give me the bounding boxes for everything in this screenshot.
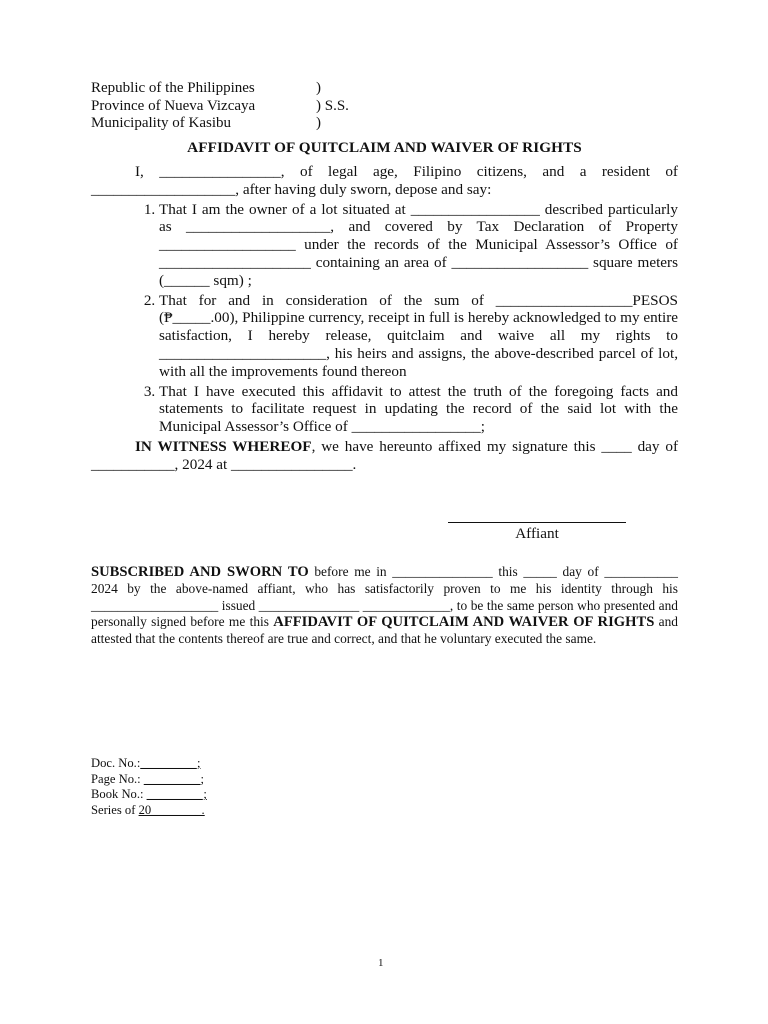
jurat-lead: SUBSCRIBED AND SWORN TO — [91, 564, 309, 580]
witness-text: , we have hereunto affixed my signature this ____ day of ___________, 2024 at ________________. — [91, 437, 679, 473]
notary-value: _________; — [143, 771, 204, 786]
venue-block — [91, 80, 349, 133]
venue-country: Republic of the Philippines — [91, 80, 255, 96]
notary-row — [91, 803, 207, 819]
notary-row — [91, 787, 207, 803]
notary-value: _________; — [140, 756, 201, 770]
statement-item: 3. That I have executed this affidavit to attest the truth of the foregoing facts and statements to facilitate request in updating the record of the said lot with the Municipal Assessor’s Office of _________________; — [159, 383, 678, 436]
venue-mark: ) — [316, 80, 321, 96]
jurat-text: before me in _______________ this _____ day of ___________ 2024 by the above-named affiant, who has satisfactorily proven to me his identity through his ___________________ issued _______________ _____________, to be the same person who presented and personally signed before me this — [91, 564, 678, 630]
venue-province: Province of Nueva Vizcaya — [91, 97, 256, 114]
venue-mark: ) S.S. — [316, 97, 349, 114]
signature-line — [448, 522, 626, 523]
notarial-register — [91, 756, 207, 818]
statement-list — [91, 201, 678, 436]
venue-row — [91, 115, 349, 133]
notary-label: Book No.: — [91, 787, 147, 801]
jurat-text-end: and attested that the contents thereof are true and correct, and that he voluntary executed the same. — [91, 614, 678, 647]
notary-label: Page No.: — [91, 771, 144, 786]
notary-value: _________; — [146, 787, 207, 801]
witness-paragraph — [91, 438, 678, 474]
venue-row — [91, 80, 349, 98]
jurat-doc-title: AFFIDAVIT OF QUITCLAIM AND WAIVER OF RIGHTS — [273, 614, 655, 631]
affidavit-body — [91, 163, 678, 474]
witness-lead: IN WITNESS WHEREOF — [135, 437, 312, 455]
notary-value: 20________. — [138, 802, 205, 817]
document-title: AFFIDAVIT OF QUITCLAIM AND WAIVER OF RIGHTS — [187, 139, 582, 156]
venue-row — [91, 98, 349, 116]
notary-label: Series of — [91, 802, 139, 817]
venue-mark: ) — [316, 115, 321, 131]
notary-row — [91, 756, 207, 772]
intro-paragraph: I, ________________, of legal age, Filipino citizens, and a resident of ___________________, after having duly sworn, depose and say: — [91, 163, 678, 198]
affiant-label: Affiant — [515, 525, 559, 542]
notary-label: Doc. No.: — [91, 756, 141, 770]
statement-item: 2. That for and in consideration of the sum of __________________PESOS (₱_____.00), Philippine currency, receipt in full is hereby acknowledged to my entire satisfaction, I hereby release, quitclaim and waive all my rights to ______________________, his heirs and assigns, the above-described parcel of lot, with all the improvements found thereon — [159, 292, 678, 381]
venue-municipality: Municipality of Kasibu — [91, 115, 231, 131]
affiant-signature-block — [448, 522, 626, 543]
jurat-paragraph — [91, 564, 678, 648]
page-number: 1 — [378, 957, 384, 969]
notary-row — [91, 772, 207, 788]
statement-item: 1. That I am the owner of a lot situated at _________________ described particularly as ___________________, and covered by Tax Declaration of Property __________________ under the records of the Municipal Assessor’s Office of ____________________ containing an area of __________________ square meters (______ sqm) ; — [159, 201, 678, 290]
